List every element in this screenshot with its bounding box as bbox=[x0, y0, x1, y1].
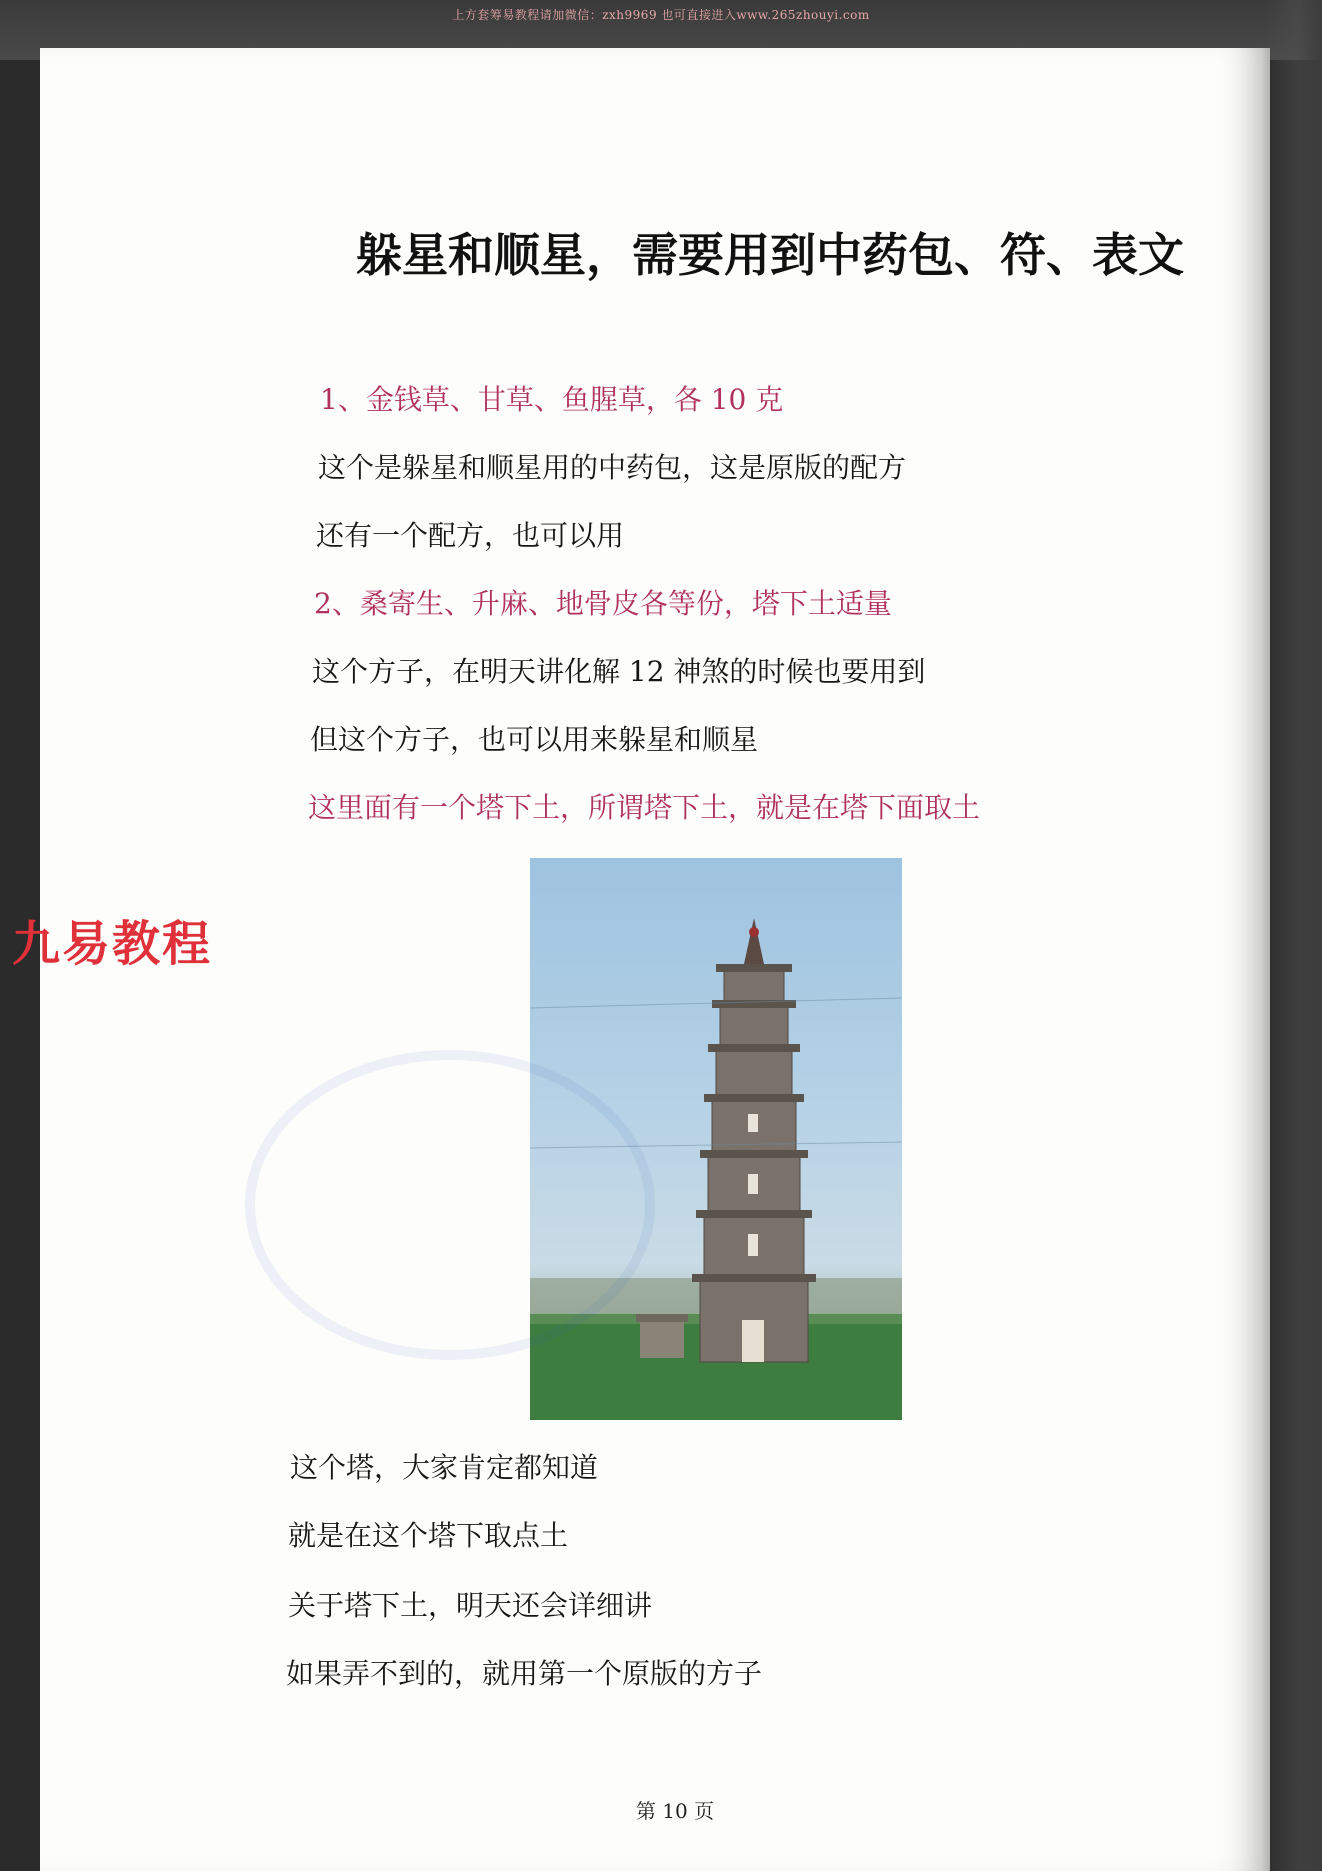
body-line-1: 这个是躲星和顺星用的中药包，这是原版的配方 bbox=[318, 451, 907, 484]
pagoda-photo bbox=[530, 858, 902, 1420]
after-line-2: 就是在这个塔下取点土 bbox=[288, 1519, 569, 1552]
recipe-line-1: 1、金钱草、甘草、鱼腥草，各 10 克 bbox=[320, 383, 784, 416]
highlight-line: 这里面有一个塔下土，所谓塔下土，就是在塔下面取土 bbox=[308, 791, 981, 824]
scan-header-note: 上方套筹易教程请加微信：zxh9969 也可直接进入www.265zhouyi.com bbox=[452, 8, 870, 22]
after-line-1: 这个塔，大家肯定都知道 bbox=[290, 1451, 599, 1484]
page-title: 躲星和顺星，需要用到中药包、符、表文 bbox=[356, 228, 1184, 282]
recipe-line-2: 2、桑寄生、升麻、地骨皮各等份，塔下土适量 bbox=[314, 587, 892, 620]
page-number: 第 10 页 bbox=[635, 1799, 715, 1823]
watermark-logo: 九易教程 bbox=[12, 916, 213, 972]
body-line-3: 这个方子，在明天讲化解 12 神煞的时候也要用到 bbox=[312, 655, 926, 688]
body-line-2: 还有一个配方，也可以用 bbox=[316, 519, 625, 552]
after-line-3: 关于塔下土，明天还会详细讲 bbox=[288, 1589, 653, 1622]
pagoda-illustration bbox=[530, 858, 902, 1420]
body-line-4: 但这个方子，也可以用来躲星和顺星 bbox=[310, 723, 759, 756]
after-line-4: 如果弄不到的，就用第一个原版的方子 bbox=[286, 1657, 763, 1690]
page-edge-shadow bbox=[1262, 0, 1322, 1871]
